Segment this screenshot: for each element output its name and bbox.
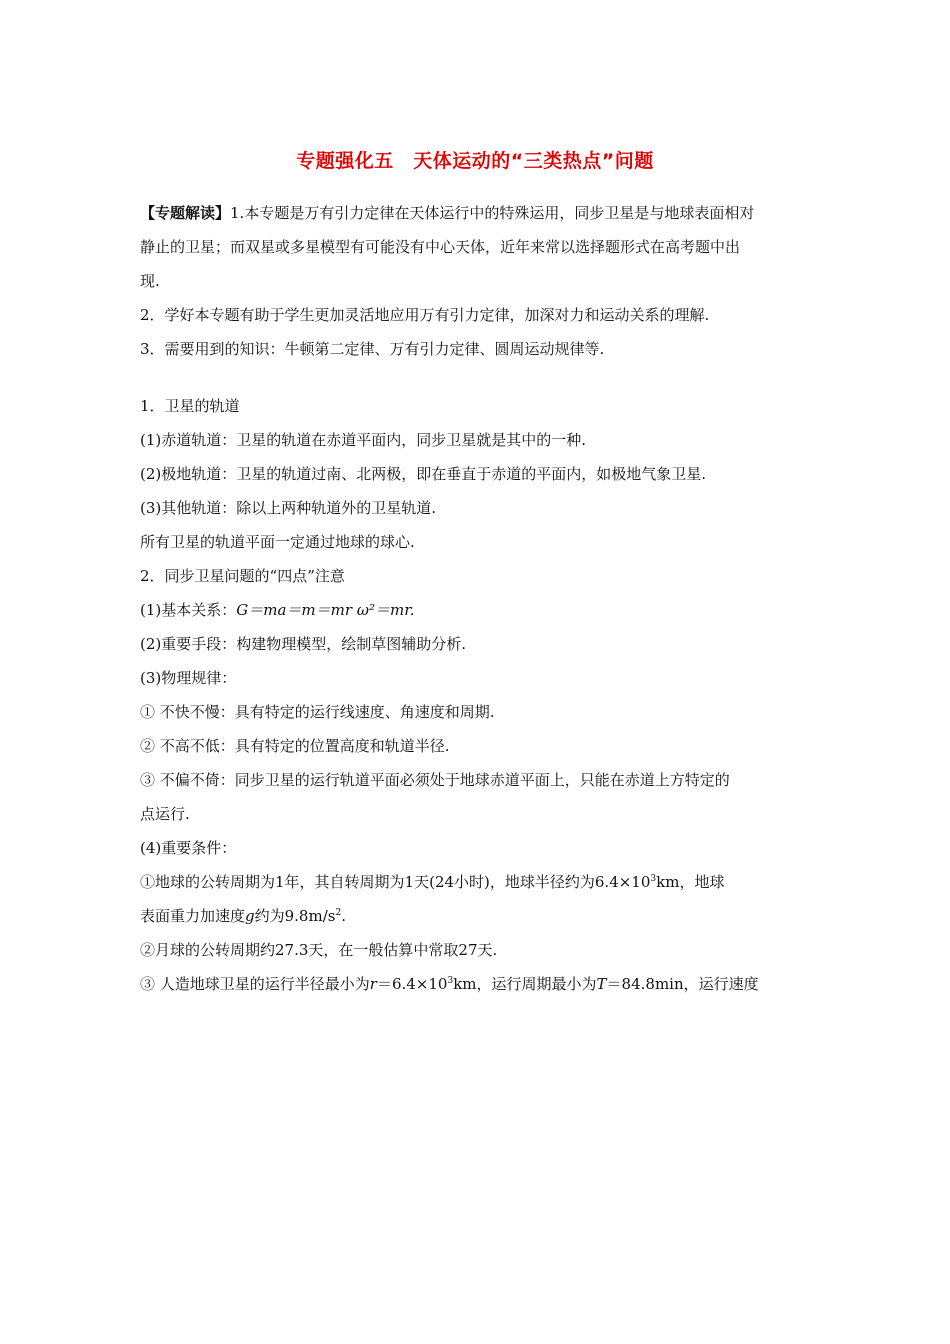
condition-1-line2 bbox=[140, 906, 820, 926]
symbol-g: g bbox=[245, 907, 255, 925]
intro-p1-line2: 静止的卫星；而双星或多星模型有可能没有中心天体，近年来常以选择题形式在高考题中出 bbox=[140, 238, 741, 256]
physics-law-2: ② 不高不低：具有特定的位置高度和轨道半径. bbox=[140, 737, 450, 755]
condition-3-text-a: ③ 人造地球卫星的运行半径最小为 bbox=[140, 975, 370, 993]
section2-heading: 2．同步卫星问题的“四点”注意 bbox=[140, 567, 345, 585]
condition-3-text-c: km，运行周期最小为 bbox=[453, 975, 597, 993]
physics-law-3-line2: 点运行. bbox=[140, 805, 190, 823]
symbol-r: r bbox=[369, 975, 377, 993]
conditions-heading: (4)重要条件： bbox=[140, 839, 237, 857]
basic-relation-label: (1)基本关系： bbox=[140, 601, 237, 619]
intro-paragraph-2: 2．学好本专题有助于学生更加灵活地应用万有引力定律，加深对力和运动关系的理解. bbox=[140, 306, 710, 324]
physics-law-1: ① 不快不慢：具有特定的运行线速度、角速度和周期. bbox=[140, 703, 495, 721]
intro-paragraph-3: 3．需要用到的知识：牛顿第二定律、万有引力定律、圆周运动规律等. bbox=[140, 340, 605, 358]
intro-paragraph-1 bbox=[140, 203, 820, 223]
orbit-note: 所有卫星的轨道平面一定通过地球的球心. bbox=[140, 533, 415, 551]
important-means: (2)重要手段：构建物理模型，绘制草图辅助分析. bbox=[140, 635, 467, 653]
orbit-other: (3)其他轨道：除以上两种轨道外的卫星轨道. bbox=[140, 499, 437, 517]
condition-1-text-d: 约为9.8m/s bbox=[254, 907, 336, 925]
condition-3-exponent: 3 bbox=[447, 976, 454, 986]
condition-1-line1 bbox=[140, 872, 820, 892]
condition-1-text-c: 表面重力加速度 bbox=[140, 907, 246, 925]
physics-law-heading: (3)物理规律： bbox=[140, 669, 237, 687]
condition-3-text-d: ＝84.8min，运行速度 bbox=[606, 975, 759, 993]
section1-heading: 1．卫星的轨道 bbox=[140, 397, 240, 415]
condition-1-text-e: . bbox=[341, 907, 346, 925]
orbit-polar: (2)极地轨道：卫星的轨道过南、北两极，即在垂直于赤道的平面内，如极地气象卫星. bbox=[140, 465, 707, 483]
intro-p1-text: 1.本专题是万有引力定律在天体运行中的特殊运用，同步卫星是与地球表面相对 bbox=[230, 204, 755, 222]
physics-law-3-line1: ③ 不偏不倚：同步卫星的运行轨道平面必须处于地球赤道平面上，只能在赤道上方特定的 bbox=[140, 771, 730, 789]
condition-1-exponent: 3 bbox=[650, 874, 657, 884]
condition-1-exponent-2: 2 bbox=[335, 908, 342, 918]
basic-relation-formula: G＝ma＝m＝mr ω²＝mr. bbox=[236, 601, 415, 619]
symbol-T: T bbox=[596, 975, 607, 993]
condition-1-text-b: km，地球 bbox=[656, 873, 725, 891]
intro-p1-line3: 现. bbox=[140, 272, 160, 290]
condition-3-text-b: ＝6.4×10 bbox=[376, 975, 448, 993]
orbit-equatorial: (1)赤道轨道：卫星的轨道在赤道平面内，同步卫星就是其中的一种. bbox=[140, 431, 587, 449]
page-title: 专题强化五 天体运动的“三类热点”问题 bbox=[296, 150, 654, 172]
intro-label: 【专题解读】 bbox=[140, 204, 231, 222]
condition-1-text-a: ①地球的公转周期为1年，其自转周期为1天(24小时)，地球半径约为6.4×10 bbox=[140, 873, 651, 891]
basic-relation bbox=[140, 600, 820, 620]
condition-2: ②月球的公转周期约27.3天，在一般估算中常取27天. bbox=[140, 941, 498, 959]
condition-3-line1 bbox=[140, 974, 820, 994]
